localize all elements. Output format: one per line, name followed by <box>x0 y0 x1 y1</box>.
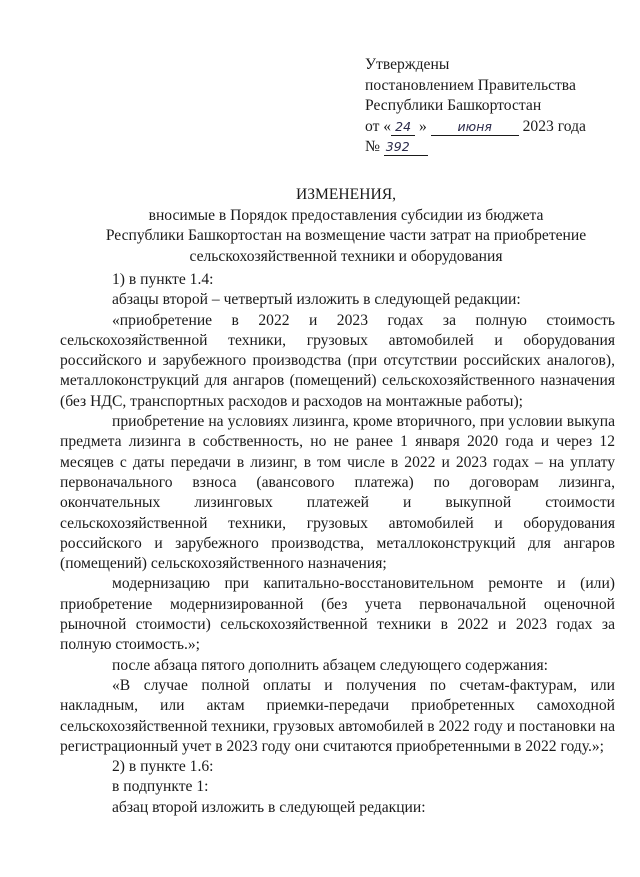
date-day: 24 <box>391 119 415 136</box>
approval-line: Республики Башкортостан <box>365 97 542 114</box>
paragraph: «В случае полной оплаты и получения по счетам-фактурам, или накладным, или актам приемки-передачи приобретенных самоходной сельскохозяйственной техники, грузовых автомобилей в 2022 году и постановки на регистрационный учет в 2023 году они считаются приобретенными в 2022 году.»; <box>60 676 615 755</box>
approval-date <box>365 117 630 138</box>
paragraph: в подпункте 1: <box>112 778 209 796</box>
approval-number <box>365 137 630 158</box>
heading-line: вносимые в Порядок предоставления субсидии из бюджета <box>148 206 544 224</box>
paragraph: абзацы второй – четвертый изложить в следующей редакции: <box>112 291 521 309</box>
paragraph: модернизацию при капитально-восстановительном ремонте и (или) приобретение модернизированной (без учета первоначальной оценочной рыночной стоимости) сельскохозяйственной техники в 2022 и 2023 годах за полную стоимость.»; <box>60 575 615 654</box>
date-year: 2023 года <box>522 117 586 135</box>
approval-line: Утверждены <box>365 56 450 73</box>
paragraph: после абзаца пятого дополнить абзацем следующего содержания: <box>112 656 548 674</box>
paragraph: абзац второй изложить в следующей редакции: <box>112 798 426 816</box>
number-prefix: № <box>365 138 380 155</box>
document-body <box>60 270 615 818</box>
heading-line: Республики Башкортостан на возмещение части затрат на приобретение <box>105 227 587 244</box>
date-month: июня <box>431 119 519 136</box>
paragraph: 1) в пункте 1.4: <box>112 271 214 288</box>
paragraph: приобретение на условиях лизинга, кроме вторичного, при условии выкупа предмета лизинга в собственность, но не ранее 1 января 2020 года и через 12 месяцев с даты передачи в лизинг, в том числе в 2022 и 2023 годах – на уплату первоначального взноса (авансового платежа) по договорам лизинга, окончательных лизинговых платежей и выкупной стоимости сельскохозяйственной техники, грузовых автомобилей и оборудования российского и зарубежного производства, металлоконструкций для ангаров (помещений) сельскохозяйственного назначения; <box>60 413 615 573</box>
paragraph: «приобретение в 2022 и 2023 годах за полную стоимость сельскохозяйственной техники, грузовых автомобилей и оборудования российского и зарубежного производства (при отсутствии российских аналогов), металлоконструкций для ангаров (помещений) сельскохозяйственного назначения (без НДС, транспортных расходов и расходов на монтажные работы); <box>60 311 615 410</box>
approval-line: постановлением Правительства <box>365 76 576 94</box>
document-title: ИЗМЕНЕНИЯ, <box>295 186 397 203</box>
date-mid: » <box>419 117 427 135</box>
number-value: 392 <box>384 139 428 156</box>
paragraph: 2) в пункте 1.6: <box>112 758 214 776</box>
heading-line: сельскохозяйственной техники и оборудования <box>189 247 503 265</box>
approval-block <box>365 55 630 158</box>
document-heading <box>60 185 632 267</box>
date-prefix: от « <box>365 117 392 135</box>
